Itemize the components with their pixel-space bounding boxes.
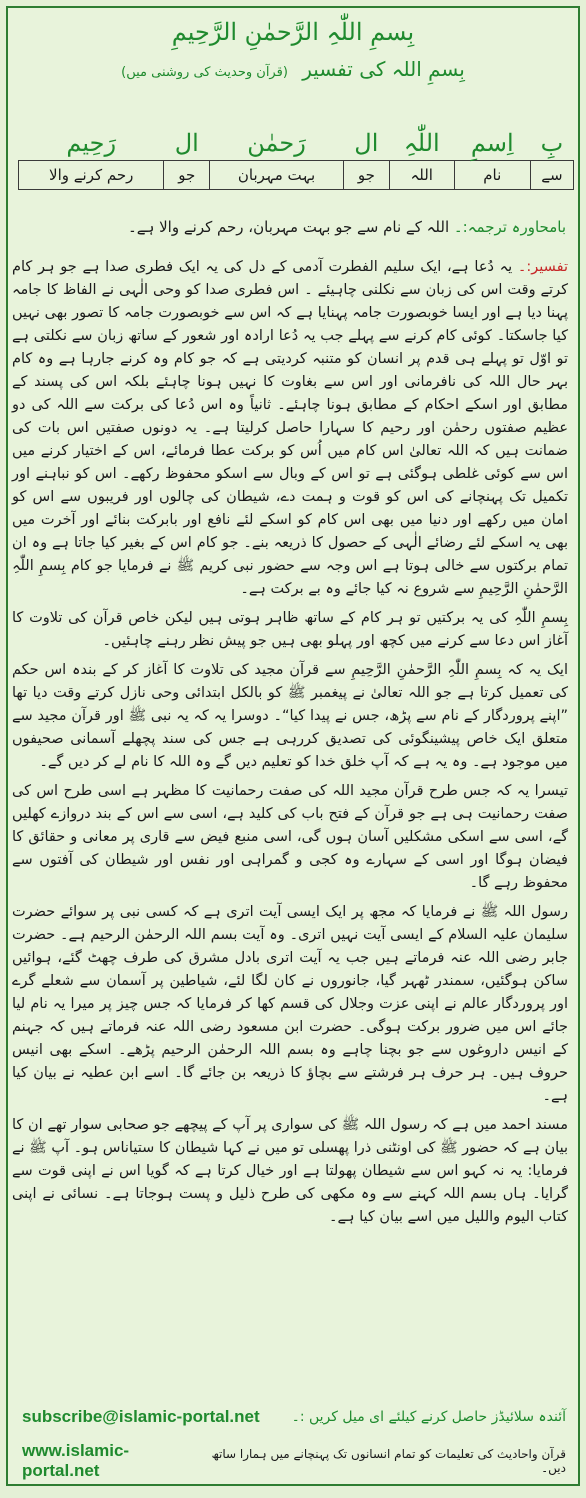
page-title xyxy=(8,52,578,86)
arabic-word: بِ xyxy=(530,126,573,161)
bismillah-heading: بِسمِ اللّٰہِ الرَّحمٰنِ الرَّحِیمِ xyxy=(171,18,415,46)
document-page xyxy=(6,6,580,1486)
title-note: (قرآن وحدیث کی روشنی میں) xyxy=(121,65,288,80)
arabic-word: اِسمِ xyxy=(454,126,530,161)
title-text: بِسمِ اللہ کی تفسیر xyxy=(302,57,465,81)
website-row xyxy=(22,1441,566,1480)
arabic-word: رَحمٰن xyxy=(210,126,344,161)
tafseer-paragraph: رسول اللہ ﷺ نے فرمایا کہ مجھ پر ایک ایسی آیت اتری ہے کہ کسی نبی پر سوائے حضرت سلیمان علیہ السلام کے ایسی آیت نہیں اتری۔ وہ آیت بسم اللہ الرحمٰن الرحیم ہے۔ حضرت جابر رضی اللہ عنہ فرماتے ہیں جب یہ آیت اتری بادل مشرق کی طرف چھٹ گئے، ہوائیں ساکن ہوگئیں، سمندر ٹھہر گیا، جانوروں نے کان لگا لئے، شیاطین پر آسمان سے شعلے گرے اور پروردگار عالم نے اپنی عزت وجلال کی قسم کھا کر فرمایا کہ جس چیز پر میرا یہ نام لیا جائے اس میں ضرور برکت ہوگی۔ حضرت ابن مسعود رضی اللہ عنہ فرماتے ہیں کہ جہنم کے انیس داروغوں سے جو بچنا چاہے وہ بسم اللہ الرحمٰن الرحیم پڑھے۔ اسکے بھی انیس حروف ہیں۔ ہر حرف ہر فرشتے سے بچاؤ کا ذریعہ بن جائے گا۔ اسے ابن عطیہ نے بیان کیا ہے۔ xyxy=(12,904,568,1104)
word-by-word-table xyxy=(18,126,574,190)
urdu-meaning: سے xyxy=(530,161,573,190)
urdu-meanings-row xyxy=(19,161,574,190)
subscribe-label: آئندہ سلائیڈز حاصل کرنے کیلئے ای میل کریں :۔ xyxy=(291,1409,566,1425)
tafseer-body xyxy=(12,256,568,1235)
arabic-word: رَحِیم xyxy=(19,126,164,161)
urdu-meaning: جو xyxy=(164,161,210,190)
subscribe-row xyxy=(22,1400,566,1434)
tafseer-paragraph xyxy=(12,256,568,601)
translation-label: بامحاورہ ترجمہ:۔ xyxy=(453,218,566,236)
arabic-word: اللّٰہِ xyxy=(389,126,454,161)
urdu-meaning: نام xyxy=(454,161,530,190)
tafseer-paragraph: مسند احمد میں ہے کہ رسول اللہ ﷺ کی سواری پر آپ کے پیچھے جو صحابی سوار تھے ان کا بیان ہے کہ حضور ﷺ کی اونٹنی ذرا پھسلی تو میں نے کہا شیطان کا ستیاناس ہو۔ آپ ﷺ نے فرمایا: یہ نہ کہو اس سے شیطان پھولتا ہے اور خیال کرتا ہے کہ گویا اس نے اپنی قوت سے گرایا۔ ہاں بسم اللہ کہنے سے وہ مکھی کی طرح ذلیل و پست ہوجاتا ہے۔ نسائی نے اپنی کتاب الیوم واللیل میں اسے بیان کیا ہے۔ xyxy=(12,1117,568,1225)
translation-text: اللہ کے نام سے جو بہت مہربان، رحم کرنے والا ہے۔ xyxy=(127,218,450,236)
arabic-word: ال xyxy=(344,126,390,161)
arabic-word: ال xyxy=(164,126,210,161)
website-link[interactable]: www.islamic-portal.net xyxy=(22,1441,130,1480)
arabic-words-row xyxy=(19,126,574,161)
paragraph-text: یہ دُعا ہے، ایک سلیم الفطرت آدمی کے دل کی یہ ایک فطری صدا ہے جو ہر کام کرتے وقت اس کی زبان سے نکلنی چاہیئے ۔ اس فطری صدا کو وحی الٰہی نے الفاظ کا جامہ پہنا دیا ہے اور ایسا خوبصورت جامہ پہنایا ہے کہ اس سے خوبصورت جامہ کا تصور بھی نہیں کیا جاسکتا۔ کوئی کام کرنے سے پہلے جب یہ دُعا ارادہ اور شعور کے ساتھ زبان سے نکلتی ہے تو اوّل تو پہلے ہی قدم پر انسان کو متنبہ کردیتی ہے کہ جو کام وہ کرنے جارہا ہے وہ کام بہر حال اللہ کی نافرمانی اور اس سے بغاوت کا نہیں ہونا چاہئے بلکہ اس کی پسند کے مطابق اور اسکے احکام کے مطابق ہونا چاہئے۔ ثانیاً وہ اس دُعا کی برکت سے اللہ کی دو عظیم صفتوں رحمٰن اور رحیم کا سہارا حاصل کرلیتا ہے۔ یہ دونوں صفتیں اس بات کی ضمانت ہیں کہ اللہ تعالیٰ اس کام میں اُس کو برکت عطا فرمائے، اس کے اختیار کرنے میں اس سے کوئی غلطی ہوگئی ہے تو اس کے وبال سے اسکو محفوظ رکھے۔ اس کو نباہنے اور تکمیل تک پہنچانے کی اس کو قوت و ہمت دے، شیطان کی چالوں اور فریبوں سے اس کو امان میں رکھے اور دنیا میں بھی اس کام کو اسکے لئے نافع اور بابرکت بنائے اور آخرت میں بھی یہ اسکے لئے رضائے الٰہی کے حصول کا ذریعہ بنے۔ جو کام اس کے بغیر کیا جاتا ہے وہ ان تمام برکتوں سے خالی ہوتا ہے اس وجہ سے حضور نبی کریم ﷺ نے فرمایا جو کام بِسمِ اللّٰہِ الرَّحمٰنِ الرَّحِیمِ سے شروع نہ کیا جائے وہ بے برکت ہے۔ xyxy=(12,259,568,597)
translation-line xyxy=(16,218,566,236)
subscribe-email-link[interactable]: subscribe@islamic-portal.net xyxy=(22,1407,260,1426)
urdu-meaning: رحم کرنے والا xyxy=(19,161,164,190)
urdu-meaning: اللہ xyxy=(389,161,454,190)
tafseer-paragraph: تیسرا یہ کہ جس طرح قرآن مجید اللہ کی صفت رحمانیت کا مظہر ہے اسی طرح اس کی صفت رحمانیت ہی ہے جو قرآن کے فتح باب کی کلید ہے، اسی سے اس کے بند دروازے کھلیں گے، اسی سے اسکی مشکلیں آسان ہوں گی، اسی منبع فیض سے قاری پر معانی و حقائق کا فیضان ہوگا اور اسی کے سہارے وہ کجی و گمراہی اور نفس اور شیطان کی آفتوں سے محفوظ رہے گا۔ xyxy=(12,783,568,891)
urdu-meaning: جو xyxy=(344,161,390,190)
footer xyxy=(8,1396,578,1484)
tafseer-label: تفسیر:۔ xyxy=(517,259,568,275)
urdu-meaning: بہت مہربان xyxy=(210,161,344,190)
mission-text: قرآن واحادیث کی تعلیمات کو تمام انسانوں تک پہنچانے میں ہمارا ساتھ دیں۔ xyxy=(211,1447,566,1475)
tafseer-paragraph: ایک یہ کہ بِسمِ اللّٰہِ الرَّحمٰنِ الرَّحِیمِ سے قرآن مجید کی تلاوت کا آغاز کر کے بندہ اس حکم کی تعمیل کرتا ہے جو اللہ تعالیٰ نے پیغمبر ﷺ کو بالکل ابتدائی وحی نازل کرتے وقت دیا تھا ”اپنے پروردگار کے نام سے پڑھ، جس نے پیدا کیا“۔ دوسرا یہ کہ یہ نبی ﷺ اور قرآن مجید سے متعلق ایک خاص پیشینگوئی کی تصدیق کررہی ہے جس کی سند پچھلے آسمانی صحیفوں میں موجود ہے۔ وہ یہ ہے کہ آپ خلق خدا کو تعلیم دیں گے وہ اللہ کا نام لے کر دیں گے۔ xyxy=(12,662,568,770)
tafseer-paragraph: بِسمِ اللّٰہِ کی یہ برکتیں تو ہر کام کے ساتھ ظاہر ہوتی ہیں لیکن خاص قرآن کی تلاوت کا آغاز اس دعا سے کرنے میں کچھ اور پہلو بھی ہیں جو پیش نظر رہنے چاہئیں۔ xyxy=(12,610,568,649)
